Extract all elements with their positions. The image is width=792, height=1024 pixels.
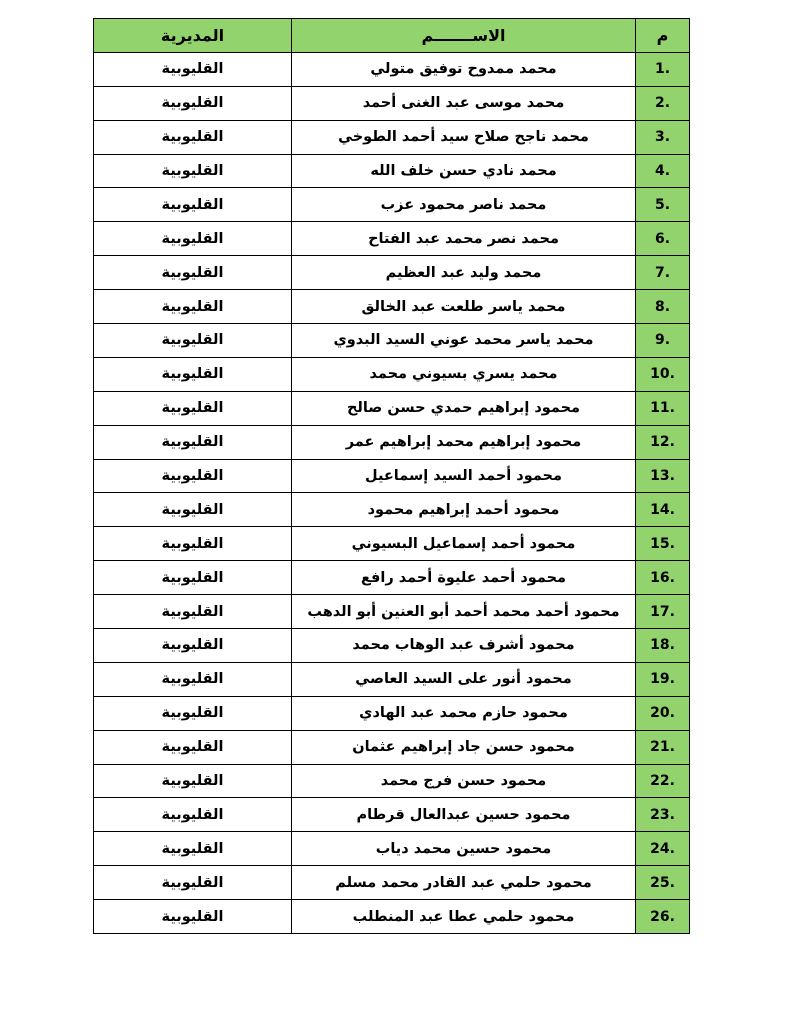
table-row [94,86,690,120]
row-number: 2. [636,86,690,120]
header-row [94,19,690,53]
row-name: محمد ممدوح توفيق متولي [292,52,636,86]
table-row [94,256,690,290]
row-name: محمود إبراهيم محمد إبراهيم عمر [292,425,636,459]
table-row [94,493,690,527]
row-name: محمود حازم محمد عبد الهادي [292,696,636,730]
row-directorate: القليوبية [94,730,292,764]
row-name: محمود حسن جاد إبراهيم عثمان [292,730,636,764]
row-name: محمود أحمد إبراهيم محمود [292,493,636,527]
row-name: محمود أحمد محمد أحمد أبو العنين أبو الدهب [292,595,636,629]
row-number: 8. [636,290,690,324]
row-name: محمود أشرف عبد الوهاب محمد [292,629,636,663]
row-number: 10. [636,357,690,391]
row-directorate: القليوبية [94,832,292,866]
row-number: 15. [636,527,690,561]
row-directorate: القليوبية [94,629,292,663]
row-number: 26. [636,900,690,934]
table-row [94,391,690,425]
row-directorate: القليوبية [94,52,292,86]
row-directorate: القليوبية [94,662,292,696]
table-row [94,595,690,629]
table-row [94,120,690,154]
row-name: محمد يسري بسيوني محمد [292,357,636,391]
roster-body [94,52,690,933]
row-directorate: القليوبية [94,459,292,493]
row-name: محمود حسين محمد دياب [292,832,636,866]
table-row [94,561,690,595]
table-row [94,662,690,696]
table-row [94,629,690,663]
header-number: م [636,19,690,53]
roster-table [93,18,690,934]
row-directorate: القليوبية [94,798,292,832]
row-directorate: القليوبية [94,290,292,324]
row-directorate: القليوبية [94,764,292,798]
row-name: محمد ياسر طلعت عبد الخالق [292,290,636,324]
row-number: 6. [636,222,690,256]
table-row [94,764,690,798]
table-row [94,154,690,188]
header-directorate: المديرية [94,19,292,53]
table-row [94,290,690,324]
row-directorate: القليوبية [94,357,292,391]
row-directorate: القليوبية [94,188,292,222]
table-row [94,188,690,222]
row-name: محمود إبراهيم حمدي حسن صالح [292,391,636,425]
table-row [94,696,690,730]
row-name: محمود أحمد السيد إسماعيل [292,459,636,493]
row-name: محمد ياسر محمد عوني السيد البدوي [292,324,636,358]
row-number: 18. [636,629,690,663]
table-row [94,730,690,764]
row-number: 5. [636,188,690,222]
row-number: 19. [636,662,690,696]
row-number: 13. [636,459,690,493]
table-row [94,425,690,459]
row-directorate: القليوبية [94,256,292,290]
row-directorate: القليوبية [94,527,292,561]
row-number: 24. [636,832,690,866]
table-row [94,222,690,256]
row-directorate: القليوبية [94,866,292,900]
row-number: 12. [636,425,690,459]
table-row [94,324,690,358]
row-number: 14. [636,493,690,527]
row-number: 23. [636,798,690,832]
row-number: 1. [636,52,690,86]
header-name: الاســـــــم [292,19,636,53]
row-number: 21. [636,730,690,764]
row-name: محمود أحمد إسماعيل البسيوني [292,527,636,561]
row-directorate: القليوبية [94,324,292,358]
row-name: محمد وليد عبد العظيم [292,256,636,290]
row-name: محمد نصر محمد عبد الفتاح [292,222,636,256]
row-number: 20. [636,696,690,730]
row-directorate: القليوبية [94,391,292,425]
row-number: 3. [636,120,690,154]
row-number: 9. [636,324,690,358]
row-number: 4. [636,154,690,188]
row-directorate: القليوبية [94,154,292,188]
row-number: 7. [636,256,690,290]
row-name: محمد ناصر محمود عزب [292,188,636,222]
row-directorate: القليوبية [94,561,292,595]
row-directorate: القليوبية [94,120,292,154]
row-number: 11. [636,391,690,425]
table-row [94,357,690,391]
table-row [94,832,690,866]
row-name: محمود حسن فرج محمد [292,764,636,798]
row-directorate: القليوبية [94,86,292,120]
row-name: محمد ناجح صلاح سيد أحمد الطوخي [292,120,636,154]
table-row [94,900,690,934]
row-name: محمود حلمي عطا عبد المنطلب [292,900,636,934]
row-directorate: القليوبية [94,595,292,629]
row-directorate: القليوبية [94,493,292,527]
row-number: 16. [636,561,690,595]
row-directorate: القليوبية [94,900,292,934]
table-row [94,527,690,561]
table-row [94,459,690,493]
row-number: 17. [636,595,690,629]
row-name: محمود حلمي عبد القادر محمد مسلم [292,866,636,900]
row-name: محمد موسى عبد الغنى أحمد [292,86,636,120]
table-row [94,52,690,86]
table-row [94,798,690,832]
row-directorate: القليوبية [94,425,292,459]
row-name: محمود أحمد عليوة أحمد رافع [292,561,636,595]
row-name: محمود أنور على السيد العاصي [292,662,636,696]
row-number: 22. [636,764,690,798]
row-name: محمود حسين عبدالعال قرطام [292,798,636,832]
row-number: 25. [636,866,690,900]
table-row [94,866,690,900]
row-name: محمد نادي حسن خلف الله [292,154,636,188]
row-directorate: القليوبية [94,696,292,730]
row-directorate: القليوبية [94,222,292,256]
